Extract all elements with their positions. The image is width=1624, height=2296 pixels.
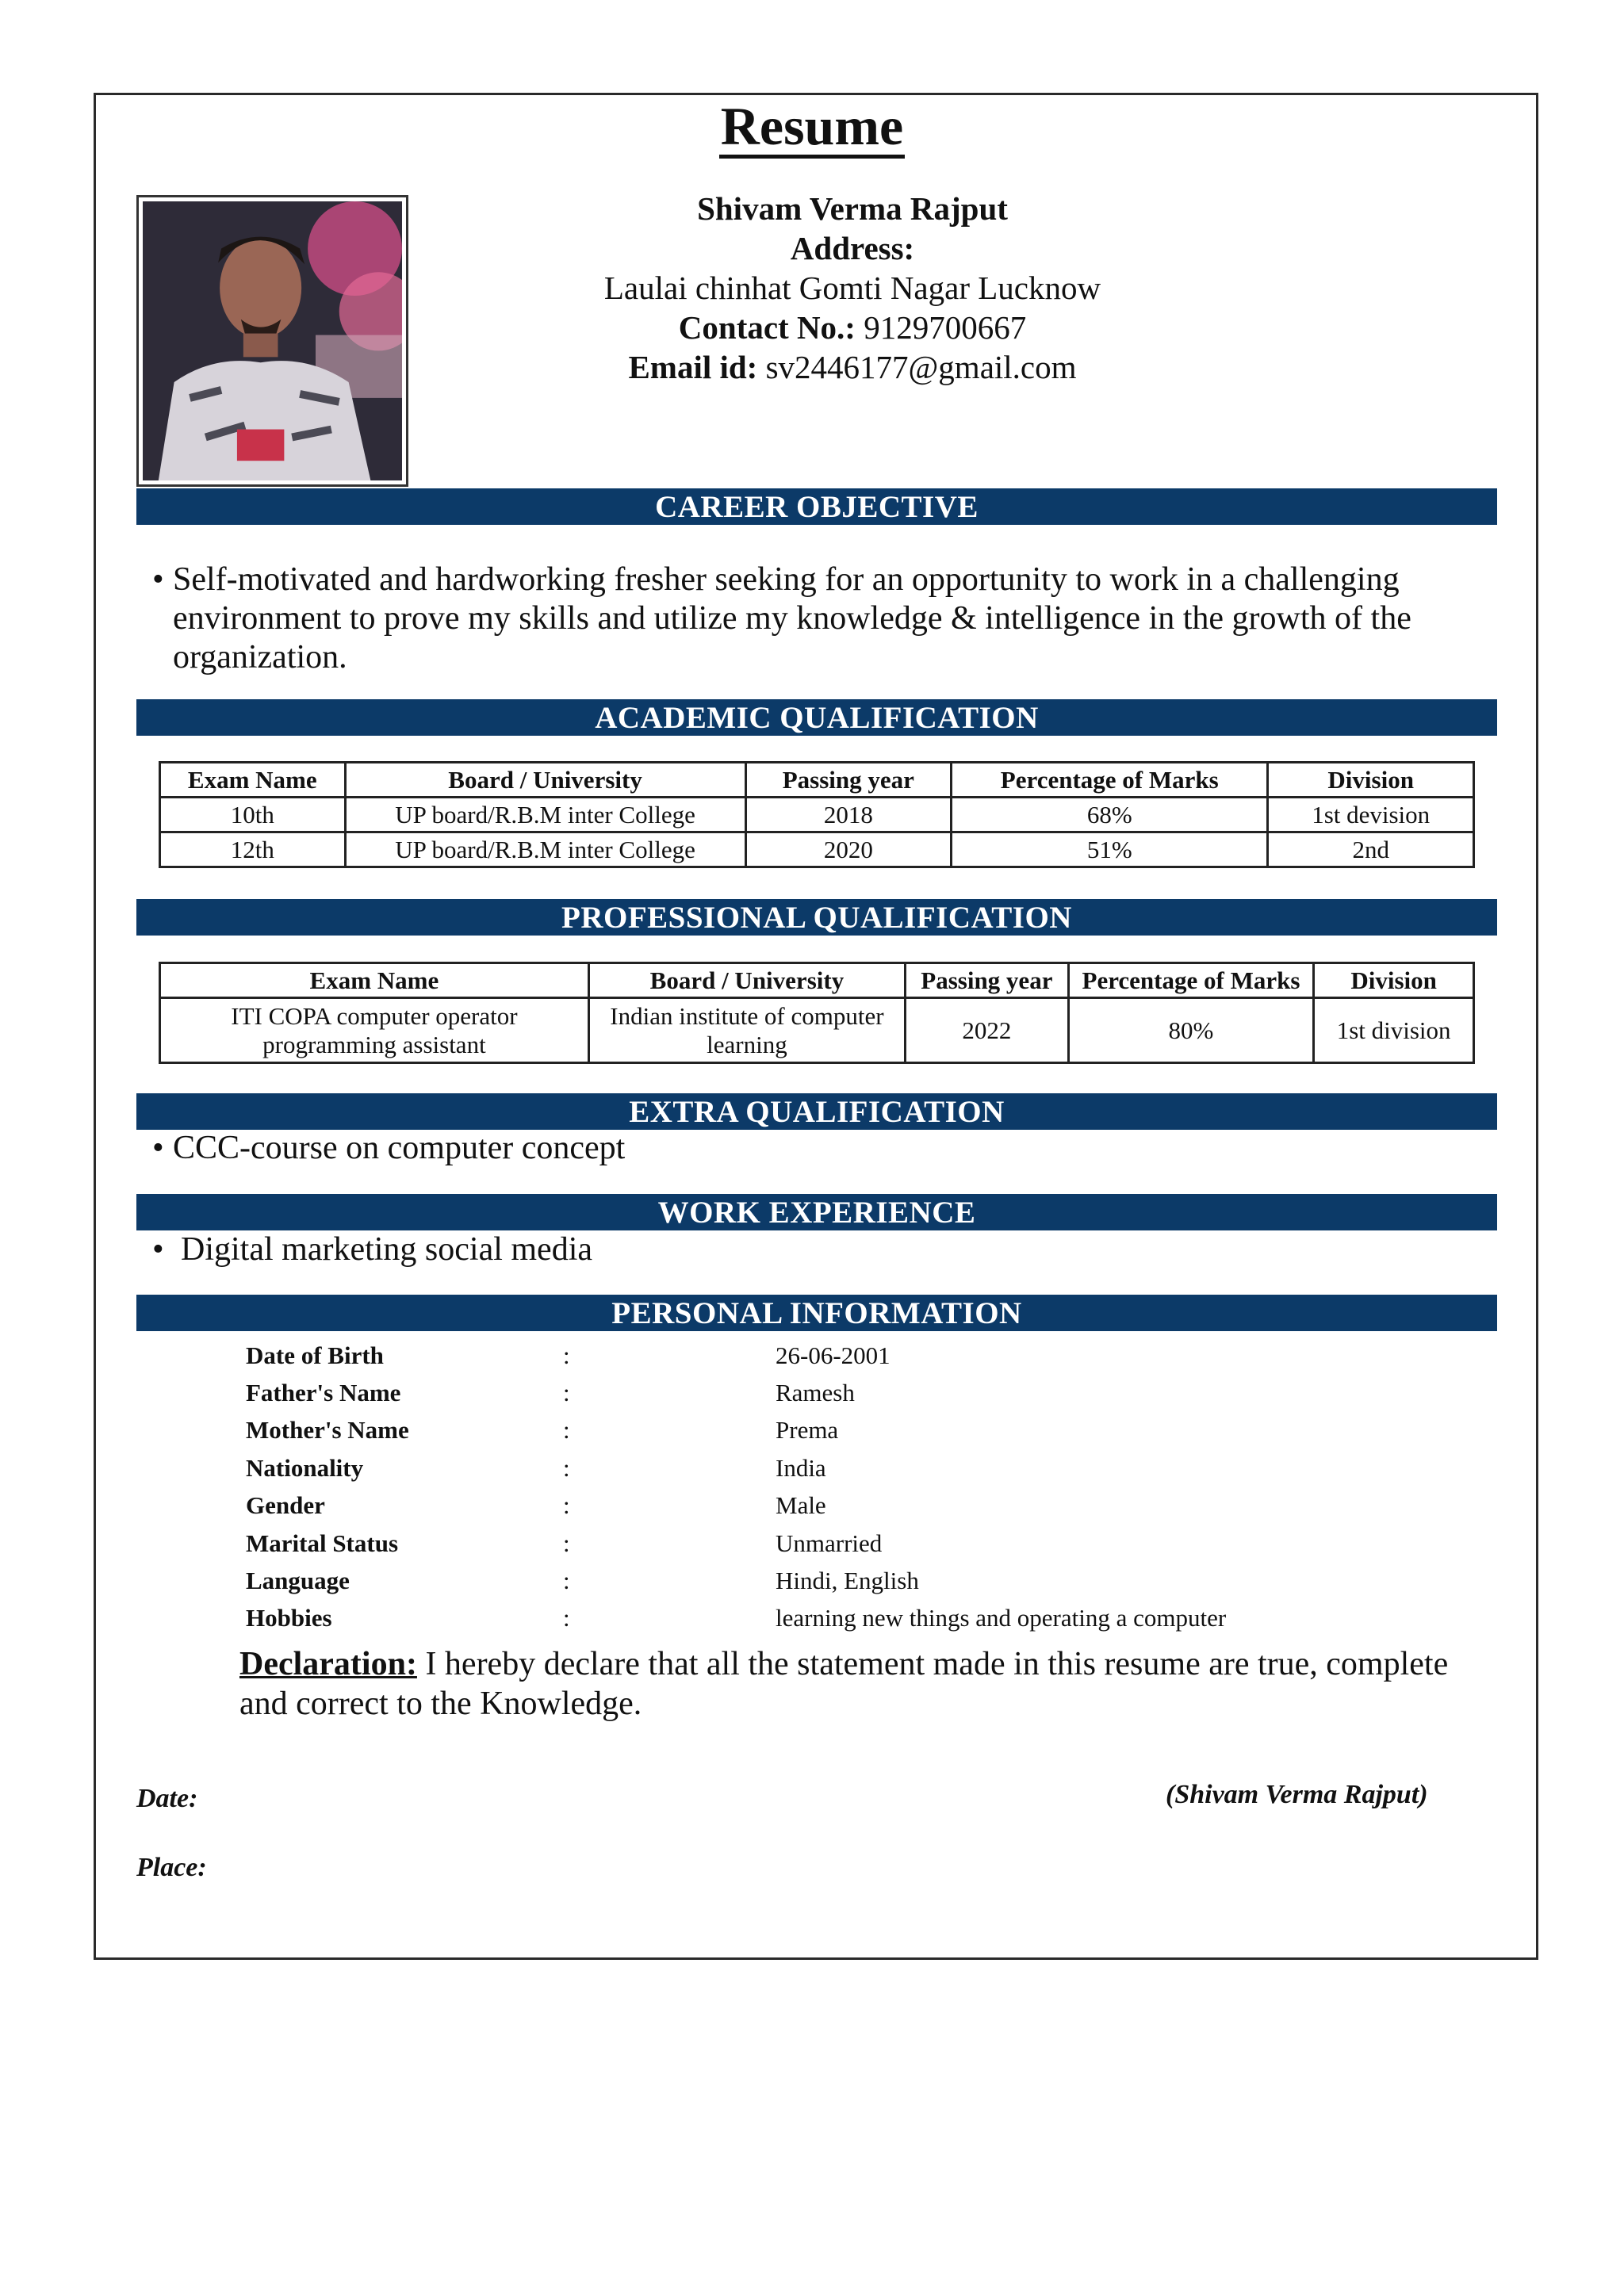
table-cell: 2022 <box>906 998 1069 1063</box>
work-text: Digital marketing social media <box>181 1231 593 1268</box>
info-key: Father's Name <box>246 1379 401 1407</box>
table-cell <box>160 998 589 1063</box>
candidate-name: Shivam Verma Rajput <box>697 190 1008 227</box>
info-separator: : <box>563 1491 570 1520</box>
list-item <box>246 1374 1331 1411</box>
column-header: Passing year <box>745 763 952 798</box>
list-item <box>246 1562 1331 1599</box>
page-title: Resume <box>0 95 1624 159</box>
declaration-heading: Declaration: <box>239 1646 417 1682</box>
table-cell: 2020 <box>745 832 952 867</box>
list-item <box>246 1487 1331 1525</box>
place-label: Place: <box>136 1853 207 1882</box>
table-cell: 12th <box>160 832 346 867</box>
info-value: Unmarried <box>776 1529 883 1557</box>
info-key: Nationality <box>246 1453 364 1482</box>
table-header-row <box>160 963 1474 998</box>
section-career-objective: CAREER OBJECTIVE <box>136 488 1497 525</box>
info-value: Prema <box>776 1416 839 1445</box>
info-separator: : <box>563 1604 570 1632</box>
info-value: 26-06-2001 <box>776 1341 891 1369</box>
column-header: Exam Name <box>160 763 346 798</box>
info-separator: : <box>563 1379 570 1407</box>
column-header: Percentage of Marks <box>952 763 1268 798</box>
signature-name: (Shivam Verma Rajput) <box>1166 1780 1428 1809</box>
info-value: learning new things and operating a computer <box>776 1604 1227 1632</box>
objective-line: environment to prove my skills and utilize my knowledge & intelligence in the growth of the <box>173 600 1411 637</box>
section-work-experience: WORK EXPERIENCE <box>136 1194 1497 1230</box>
extra-item <box>152 1129 1469 1168</box>
column-header: Board / University <box>588 963 905 998</box>
cell-line: Indian institute of computer <box>610 1001 884 1030</box>
professional-table <box>159 962 1475 1064</box>
column-header: Division <box>1314 963 1474 998</box>
info-separator: : <box>563 1416 570 1445</box>
column-header: Exam Name <box>160 963 589 998</box>
address-label: Address: <box>790 230 915 266</box>
info-key: Hobbies <box>246 1604 332 1632</box>
contact-block <box>508 189 1197 387</box>
table-cell: UP board/R.B.M inter College <box>345 832 745 867</box>
table-cell: 80% <box>1068 998 1314 1063</box>
info-separator: : <box>563 1341 570 1369</box>
list-item <box>246 1412 1331 1449</box>
table-cell: 2nd <box>1268 832 1474 867</box>
bullet-icon: • <box>152 1130 164 1166</box>
list-item <box>246 1600 1331 1637</box>
address-value: Laulai chinhat Gomti Nagar Lucknow <box>603 270 1101 306</box>
table-cell: UP board/R.B.M inter College <box>345 798 745 832</box>
phone-label: Contact No.: <box>678 309 856 346</box>
info-key: Marital Status <box>246 1529 399 1557</box>
info-key: Gender <box>246 1491 325 1520</box>
cell-line: programming assistant <box>262 1030 486 1058</box>
profile-photo <box>136 195 408 487</box>
table-cell <box>588 998 905 1063</box>
table-header-row <box>160 763 1474 798</box>
info-separator: : <box>563 1567 570 1595</box>
email-label: Email id: <box>628 349 758 385</box>
table-row <box>160 832 1474 867</box>
list-item <box>246 1337 1331 1374</box>
section-personal-information: PERSONAL INFORMATION <box>136 1295 1497 1331</box>
table-cell: 68% <box>952 798 1268 832</box>
declaration <box>239 1644 1477 1724</box>
table-cell: 10th <box>160 798 346 832</box>
phone-line <box>508 308 1197 347</box>
info-separator: : <box>563 1529 570 1557</box>
column-header: Passing year <box>906 963 1069 998</box>
date-label: Date: <box>136 1784 198 1813</box>
info-separator: : <box>563 1453 570 1482</box>
cell-line: ITI COPA computer operator <box>231 1001 518 1030</box>
table-cell: 51% <box>952 832 1268 867</box>
table-cell: 1st division <box>1314 998 1474 1063</box>
declaration-text: I hereby declare that all the statement made in this resume are true, complete <box>416 1646 1449 1682</box>
info-value: India <box>776 1453 826 1482</box>
table-row <box>160 798 1474 832</box>
list-item <box>246 1525 1331 1562</box>
table-cell: 1st devision <box>1268 798 1474 832</box>
objective-text <box>152 561 1469 677</box>
profile-photo-image <box>143 201 402 480</box>
section-extra-qualification: EXTRA QUALIFICATION <box>136 1093 1497 1130</box>
info-value: Hindi, English <box>776 1567 919 1595</box>
declaration-text: and correct to the Knowledge. <box>239 1686 642 1722</box>
list-item <box>246 1449 1331 1487</box>
objective-line: Self-motivated and hardworking fresher seeking for an opportunity to work in a challenging <box>173 561 1400 598</box>
info-value: Male <box>776 1491 826 1520</box>
extra-text: CCC-course on computer concept <box>173 1130 626 1166</box>
section-academic-qualification: ACADEMIC QUALIFICATION <box>136 699 1497 736</box>
info-value: Ramesh <box>776 1379 855 1407</box>
column-header: Board / University <box>345 763 745 798</box>
personal-info-list <box>246 1337 1331 1637</box>
section-professional-qualification: PROFESSIONAL QUALIFICATION <box>136 899 1497 936</box>
email-line <box>508 347 1197 387</box>
work-item <box>152 1230 1469 1269</box>
table-row <box>160 998 1474 1063</box>
email-value: sv2446177@gmail.com <box>765 349 1077 385</box>
phone-value: 9129700667 <box>864 309 1027 346</box>
column-header: Percentage of Marks <box>1068 963 1314 998</box>
info-key: Language <box>246 1567 350 1595</box>
table-cell: 2018 <box>745 798 952 832</box>
info-key: Mother's Name <box>246 1416 409 1445</box>
bullet-icon: • <box>152 1231 164 1268</box>
bullet-icon: • <box>152 561 164 598</box>
column-header: Division <box>1268 763 1474 798</box>
cell-line: learning <box>707 1030 787 1058</box>
academic-table <box>159 761 1475 868</box>
info-key: Date of Birth <box>246 1341 384 1369</box>
person-silhouette-icon <box>143 201 402 480</box>
objective-line: organization. <box>173 639 347 675</box>
